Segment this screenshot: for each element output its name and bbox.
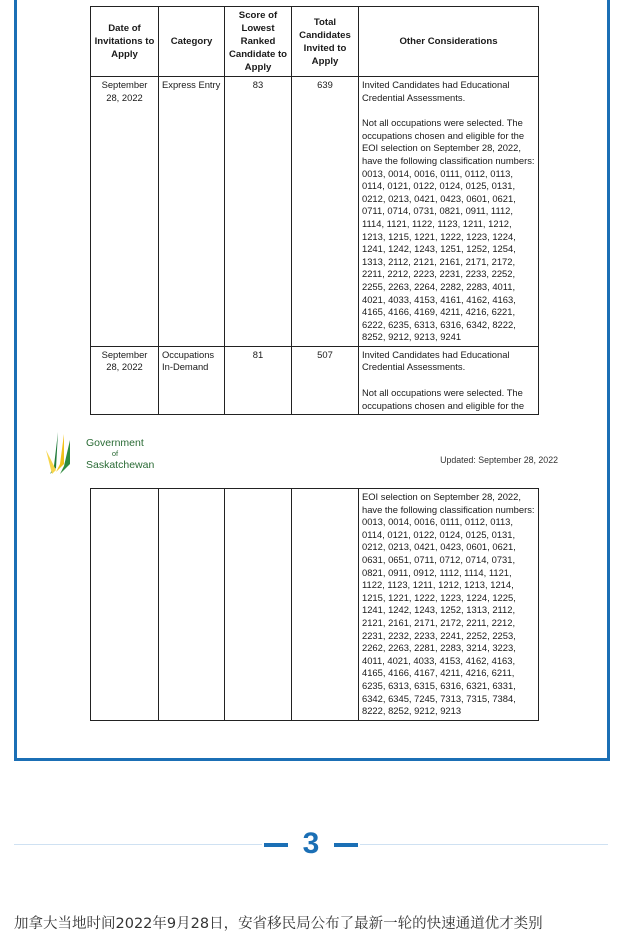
dash-right [334, 843, 358, 847]
table-header-row [91, 7, 539, 77]
table-row [91, 346, 539, 414]
other-note: Invited Candidates had Educational Credential Assessments. [362, 348, 510, 373]
logo-text [86, 438, 154, 470]
cell-other: EOI selection on September 28, 2022, have the following classification numbers: 0013, 0014, 0016, 0111, 0112, 0113, 0114, 0121, 0122, 0124, 0125, 0131, 0212, 0213, 0421, 0423, 0601, 0621, 0631, 0651, 0711, 0712, 0714, 0731, 0821, 0911, 0912, 1112, 1114, 1121, 1122, 1123, 1211, 1212, 1213, 1214, 1215, 1221, 1222, 1223, 1224, 1225, 1241, 1242, 1243, 1252, 1313, 2112, 2121, 2161, 2171, 2172, 2211, 2212, 2231, 2232, 2233, 2241, 2252, 2253, 2262, 2263, 2281, 2283, 3214, 3223, 4011, 4021, 4033, 4153, 4162, 4163, 4165, 4166, 4167, 4211, 4216, 6211, 6235, 6313, 6315, 6316, 6321, 6331, 6342, 6345, 7245, 7313, 7315, 7384, 8222, 8252, 9212, 9213 [359, 489, 539, 721]
cell-date: September 28, 2022 [91, 346, 159, 414]
eoi-table-upper [90, 6, 539, 415]
cell-other [359, 346, 539, 414]
cell-category [159, 489, 225, 721]
logo-line-1: Government [86, 437, 144, 449]
cell-score: 83 [225, 77, 292, 347]
other-occupations: Not all occupations were selected. The occupations chosen and eligible for the [362, 387, 525, 411]
section-number-badge [262, 826, 360, 862]
cell-category: Express Entry [159, 77, 225, 347]
cell-total: 639 [292, 77, 359, 347]
cell-date [91, 489, 159, 721]
cell-total [292, 489, 359, 721]
header-date: Date of Invitations to Apply [91, 7, 159, 77]
other-note: Invited Candidates had Educational Credential Assessments. [362, 79, 510, 103]
cell-category: Occupations In-Demand [159, 346, 225, 414]
header-category: Category [159, 7, 225, 77]
cell-date: September 28, 2022 [91, 77, 159, 347]
header-other: Other Considerations [359, 7, 539, 77]
other-occupations: Not all occupations were selected. The occupations chosen and eligible for the EOI selection on September 28, 2022, have the following classification numbers: 0013, 0014, 0016, 0111, 0112, 0113, 0114, 0121, 0122, 0124, 0125, 0131, 0212, 0213, 0421, 0423, 0601, 0621, 0711, 0714, 0731, 0821, 0911, 1112, 1114, 1121, 1122, 1123, 1211, 1212, 1213, 1215, 1221, 1222, 1223, 1224, 1241, 1242, 1243, 1251, 1252, 1254, 1313, 2112, 2121, 2161, 2171, 2172, 2211, 2212, 2223, 2231, 2233, 2252, 2255, 2263, 2264, 2282, 2283, 4011, 4021, 4033, 4153, 4161, 4162, 4163, 4165, 4166, 4169, 4211, 4216, 6221, 6222, 6235, 6313, 6316, 6342, 8222, 8252, 9212, 9213, 9241 [362, 117, 535, 343]
eoi-table-continued [90, 488, 539, 721]
header-total: Total Candidates Invited to Apply [292, 7, 359, 77]
cell-other [359, 77, 539, 347]
dash-left [264, 843, 288, 847]
cell-total: 507 [292, 346, 359, 414]
table-row [91, 489, 539, 721]
cell-score: 81 [225, 346, 292, 414]
header-score: Score of Lowest Ranked Candidate to Apply [225, 7, 292, 77]
table-row [91, 77, 539, 347]
article-paragraph: 加拿大当地时间2022年9月28日，安省移民局公布了最新一轮的快速通道优才类别 [14, 916, 543, 932]
logo-line-2: of [111, 449, 119, 458]
cell-score [225, 489, 292, 721]
logo-line-3: Saskatchewan [86, 459, 155, 471]
section-number: 3 [302, 827, 320, 860]
updated-date: Updated: September 28, 2022 [440, 455, 558, 465]
